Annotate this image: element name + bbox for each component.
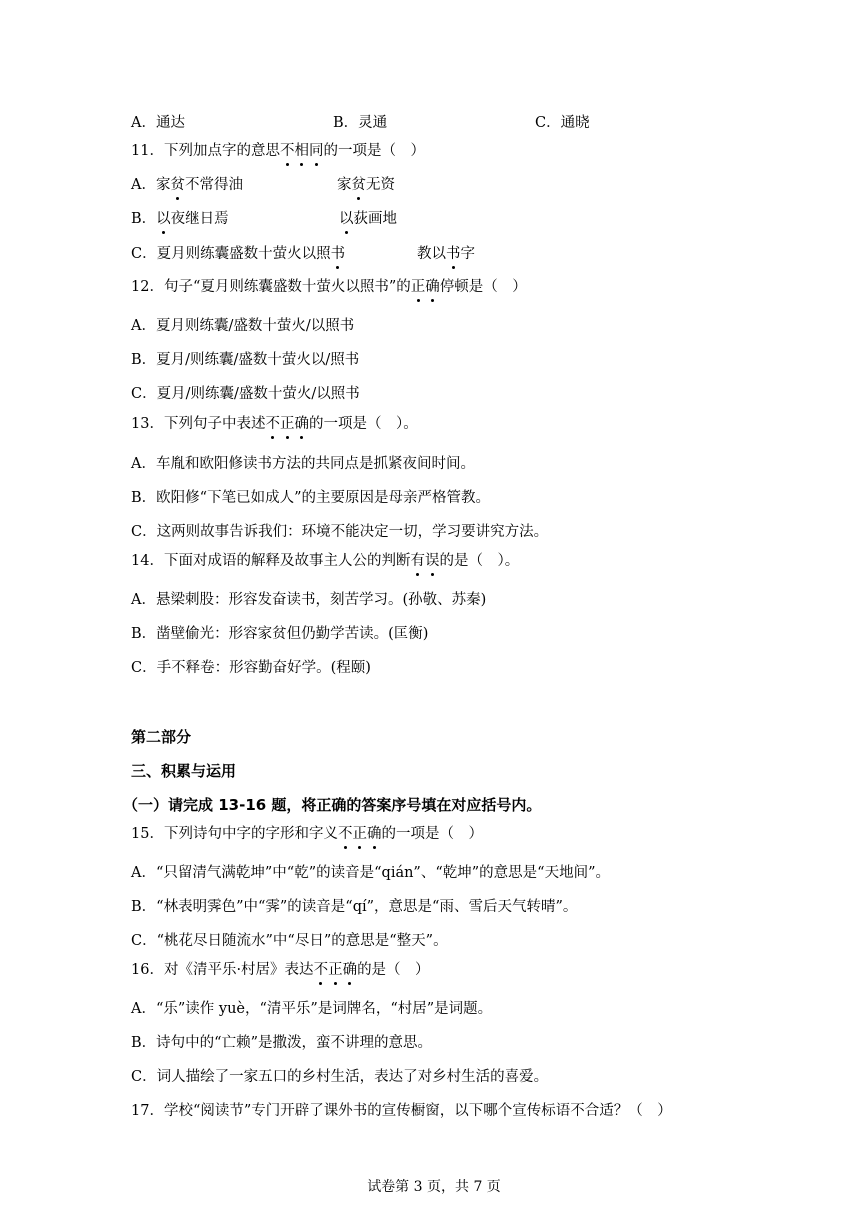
q12-option-c: C．夏月/则练囊/盛数十萤火/以照书: [131, 386, 360, 402]
q13-option-c: C．这两则故事告诉我们：环境不能决定一切，学习要讲究方法。: [131, 524, 549, 540]
q16-option-b: B．诗句中的“亡赖”是撒泼，蛮不讲理的意思。: [131, 1035, 432, 1051]
q10-option-c: C．通晓: [535, 115, 590, 131]
q14-stem: 14．下面对成语的解释及故事主人公的判断有误的是（ ）。: [131, 553, 520, 569]
q17-stem: 17．学校“阅读节”专门开辟了课外书的宣传橱窗，以下哪个宣传标语不合适？（ ）: [131, 1103, 672, 1119]
q14-option-c: C．手不释卷：形容勤奋好学。(程颐): [131, 660, 371, 676]
q16-option-c: C．词人描绘了一家五口的乡村生活，表达了对乡村生活的喜爱。: [131, 1069, 549, 1085]
q11-option-a: A．家贫不常得油: [131, 177, 243, 193]
q15-option-b: B．“林表明霁色”中“霁”的读音是“qí”，意思是“雨、雪后天气转晴”。: [131, 899, 578, 915]
q15-stem: 15．下列诗句中字的字形和字义不正确的一项是（ ）: [131, 826, 483, 842]
q13-stem: 13．下列句子中表述不正确的一项是（ ）。: [131, 416, 418, 432]
q11-option-a-compare: 家贫无资: [337, 177, 395, 193]
q15-option-a: A．“只留清气满乾坤”中“乾”的读音是“qián”、“乾坤”的意思是“天地间”。: [131, 865, 611, 881]
page-footer: 试卷第 3 页，共 7 页: [367, 1179, 501, 1195]
q11-option-c-compare: 教以书字: [417, 246, 475, 262]
part-heading: 第二部分: [131, 728, 192, 746]
q14-option-a: A．悬梁刺股：形容发奋读书，刻苦学习。(孙敬、苏秦): [131, 592, 487, 608]
q11-option-b: B．以夜继日焉: [131, 211, 229, 227]
subsection-instruction: （一）请完成 13-16 题，将正确的答案序号填在对应括号内。: [123, 796, 542, 814]
q10-option-a: A．通达: [131, 115, 185, 131]
q15-option-c: C．“桃花尽日随流水”中“尽日”的意思是“整天”。: [131, 933, 448, 949]
q11-option-b-compare: 以荻画地: [339, 211, 397, 227]
q13-option-a: A．车胤和欧阳修读书方法的共同点是抓紧夜间时间。: [131, 456, 475, 472]
q14-option-b: B．凿壁偷光：形容家贫但仍勤学苦读。(匡衡): [131, 626, 429, 642]
q12-option-a: A．夏月则练囊/盛数十萤火/以照书: [131, 318, 355, 334]
q10-option-b: B．灵通: [333, 115, 388, 131]
q11-option-c: C．夏月则练囊盛数十萤火以照书: [131, 246, 346, 262]
q12-stem: 12．句子“夏月则练囊盛数十萤火以照书”的正确停顿是（ ）: [131, 279, 527, 295]
q16-option-a: A．“乐”读作 yuè，“清平乐”是词牌名，“村居”是词题。: [131, 1001, 493, 1017]
section-heading: 三、积累与运用: [131, 762, 237, 780]
q16-stem: 16．对《清平乐·村居》表达不正确的是（ ）: [131, 962, 430, 978]
q12-option-b: B．夏月/则练囊/盛数十萤火以/照书: [131, 352, 360, 368]
q11-stem: 11．下列加点字的意思不相同的一项是（ ）: [131, 143, 425, 159]
q13-option-b: B．欧阳修“下笔已如成人”的主要原因是母亲严格管教。: [131, 490, 490, 506]
